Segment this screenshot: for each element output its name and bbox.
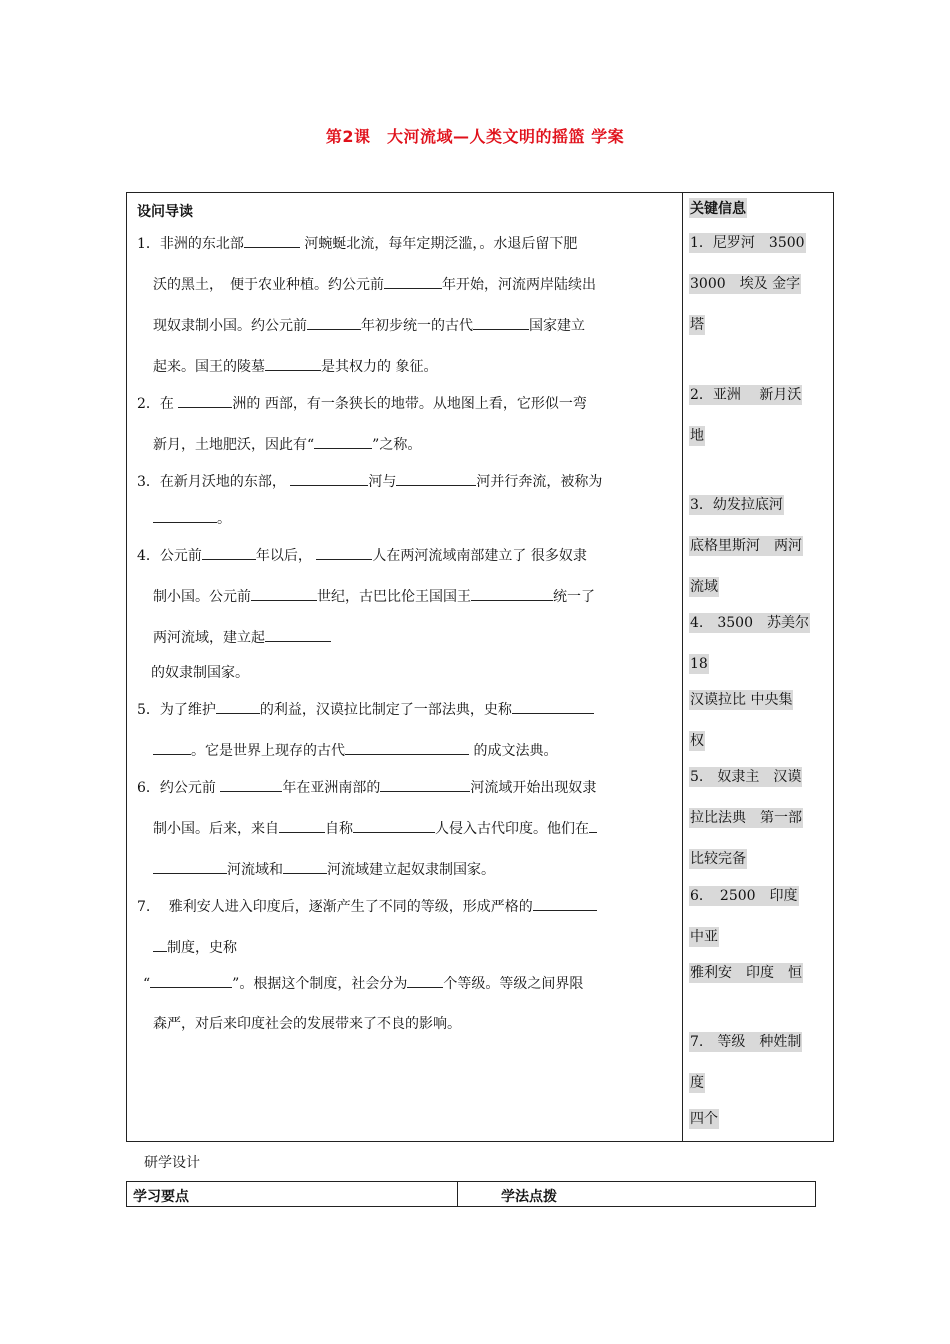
question-line	[153, 1014, 461, 1034]
fill-blank[interactable]	[244, 233, 300, 248]
key-info-header: 关键信息	[689, 198, 747, 218]
question-line	[153, 508, 231, 529]
guide-table	[126, 192, 834, 1142]
key-info-line: 7. 等级 种姓制	[690, 1034, 802, 1050]
text: 洲的 西部，有一条狭长的地带。从地图上看，它形似一弯	[232, 396, 587, 412]
text: 新月，土地肥沃，因此有“	[153, 437, 315, 453]
fill-blank[interactable]	[290, 471, 368, 486]
question-line	[137, 777, 596, 798]
key-info-line: 1．尼罗河 3500	[690, 235, 805, 251]
fill-blank[interactable]	[512, 699, 594, 714]
fill-blank[interactable]	[345, 740, 469, 755]
key-info-line: 地	[690, 428, 704, 444]
section-label: 研学设计	[144, 1155, 200, 1171]
text: 是其权力的 象征。	[321, 359, 438, 375]
question-line	[137, 471, 602, 492]
text: 制度，史称	[167, 940, 237, 956]
text: ”之称。	[372, 437, 422, 453]
key-info-line: 4. 3500 苏美尔	[690, 615, 809, 631]
key-info-line: 底格里斯河 两河	[690, 538, 802, 554]
text: 河流域建立起奴隶制国家。	[327, 862, 495, 878]
question-line	[137, 233, 577, 254]
text: 两河流域，建立起	[153, 630, 265, 646]
question-line	[153, 356, 437, 377]
question-line	[137, 545, 587, 566]
key-info-line: 5. 奴隶主 汉谟	[690, 769, 802, 785]
fill-blank[interactable]	[316, 545, 372, 560]
key-info-line: 中亚	[690, 929, 718, 945]
text: 人在两河流域南部建立了 很多奴隶	[372, 548, 587, 564]
fill-blank[interactable]	[202, 545, 256, 560]
question-line	[153, 315, 585, 336]
text: 的利益，汉谟拉比制定了一部法典，史称	[259, 702, 512, 718]
text: 。它是世界上现存的古代	[191, 743, 345, 759]
question-line	[137, 699, 594, 720]
question-line	[153, 859, 495, 880]
table-header-study-tips: 学法点拨	[501, 1189, 557, 1205]
question-line	[143, 973, 583, 994]
fill-blank[interactable]	[265, 356, 321, 371]
question-line	[153, 434, 421, 455]
key-info-line: 汉谟拉比 中央集	[690, 692, 793, 708]
fill-blank[interactable]	[407, 973, 443, 988]
text: 年在亚洲南部的	[282, 780, 381, 796]
fill-blank[interactable]	[251, 586, 317, 601]
key-info-line: 比较完备	[690, 851, 746, 867]
key-info-line: 3000 埃及 金字	[690, 276, 801, 292]
text: 的成文法典。	[473, 743, 558, 759]
text: 起来。国王的陵墓	[153, 359, 265, 375]
column-divider	[682, 193, 683, 1141]
question-line	[137, 393, 587, 414]
fill-blank[interactable]	[396, 471, 476, 486]
key-info-line: 雅利安 印度 恒	[690, 965, 802, 981]
text: 3．在新月沃地的东部，	[137, 474, 286, 490]
text: 现奴隶制小国。约公元前	[153, 318, 307, 334]
fill-blank[interactable]	[283, 859, 327, 874]
fill-blank[interactable]	[153, 740, 191, 755]
text: 1．非洲的东北部	[137, 236, 244, 252]
fill-blank[interactable]	[153, 508, 217, 523]
text: 河流域和	[227, 862, 283, 878]
text: 个等级。等级之间界限	[443, 976, 584, 992]
text: 国家建立	[529, 318, 585, 334]
text: 2．在	[137, 396, 174, 412]
text: 5．为了维护	[137, 702, 216, 718]
key-info-line: 度	[690, 1075, 704, 1091]
question-line	[153, 818, 597, 839]
fill-blank[interactable]	[380, 777, 470, 792]
key-info-line: 塔	[690, 317, 704, 333]
text: 制小国。公元前	[153, 589, 251, 605]
text: 6．约公元前	[137, 780, 216, 796]
text: 年开始，河流两岸陆续出	[442, 277, 596, 293]
text: 河流域开始出现奴隶	[470, 780, 597, 796]
text: “	[143, 976, 151, 992]
question-line	[151, 663, 249, 683]
study-design-table	[126, 1181, 816, 1207]
text: 世纪，古巴比伦王国国王	[317, 589, 471, 605]
text: 7. 雅利安人进入印度后，逐渐产生了不同的等级，形成严格的	[137, 899, 533, 915]
fill-blank[interactable]	[314, 434, 372, 449]
key-info-line: 拉比法典 第一部	[690, 810, 802, 826]
fill-blank[interactable]	[533, 896, 597, 911]
question-line	[153, 586, 595, 607]
table-header-key-points: 学习要点	[133, 1189, 189, 1205]
fill-blank[interactable]	[384, 274, 442, 289]
fill-blank[interactable]	[589, 818, 597, 833]
text: 的奴隶制国家。	[151, 665, 249, 681]
fill-blank[interactable]	[216, 699, 260, 714]
fill-blank[interactable]	[307, 315, 361, 330]
text: 沃的黑土， 便于农业种植。约公元前	[153, 277, 384, 293]
questions-header: 设问导读	[137, 204, 193, 220]
fill-blank[interactable]	[353, 818, 435, 833]
text: 4．公元前	[137, 548, 202, 564]
text: 森严，对后来印度社会的发展带来了不良的影响。	[153, 1016, 461, 1032]
key-info-line: 6． 2500 印度	[690, 888, 798, 904]
fill-blank[interactable]	[471, 586, 553, 601]
text: 河并行奔流，被称为	[476, 474, 603, 490]
text: 年以后，	[255, 548, 312, 564]
key-info-line: 四个	[690, 1111, 718, 1127]
fill-blank[interactable]	[153, 937, 167, 952]
column-divider	[457, 1182, 458, 1206]
question-line	[137, 896, 597, 917]
fill-blank[interactable]	[150, 973, 232, 988]
text: 自称	[325, 821, 353, 837]
key-info-line: 3．幼发拉底河	[690, 497, 783, 513]
text: 。	[217, 511, 231, 527]
text: 人侵入古代印度。他们在	[435, 821, 589, 837]
fill-blank[interactable]	[220, 777, 282, 792]
fill-blank[interactable]	[153, 859, 227, 874]
text: 统一了	[553, 589, 595, 605]
question-line	[153, 740, 557, 761]
key-info-line: 流域	[690, 579, 718, 595]
fill-blank[interactable]	[279, 818, 325, 833]
fill-blank[interactable]	[473, 315, 529, 330]
fill-blank[interactable]	[265, 627, 331, 642]
text: 制小国。后来，来自	[153, 821, 279, 837]
key-info-line: 权	[690, 733, 704, 749]
text: 河与	[368, 474, 397, 490]
text: 年初步统一的古代	[361, 318, 473, 334]
question-line	[153, 274, 596, 295]
page-title: 第2课 大河流域—人类文明的摇篮 学案	[325, 127, 625, 146]
question-line	[153, 937, 237, 958]
question-line	[153, 627, 331, 648]
fill-blank[interactable]	[178, 393, 232, 408]
key-info-line: 18	[690, 656, 708, 672]
key-info-line: 2．亚洲 新月沃	[690, 387, 802, 403]
text: 河蜿蜒北流，每年定期泛滥，。水退后留下肥	[304, 236, 578, 252]
text: ”。根据这个制度，社会分为	[232, 976, 408, 992]
